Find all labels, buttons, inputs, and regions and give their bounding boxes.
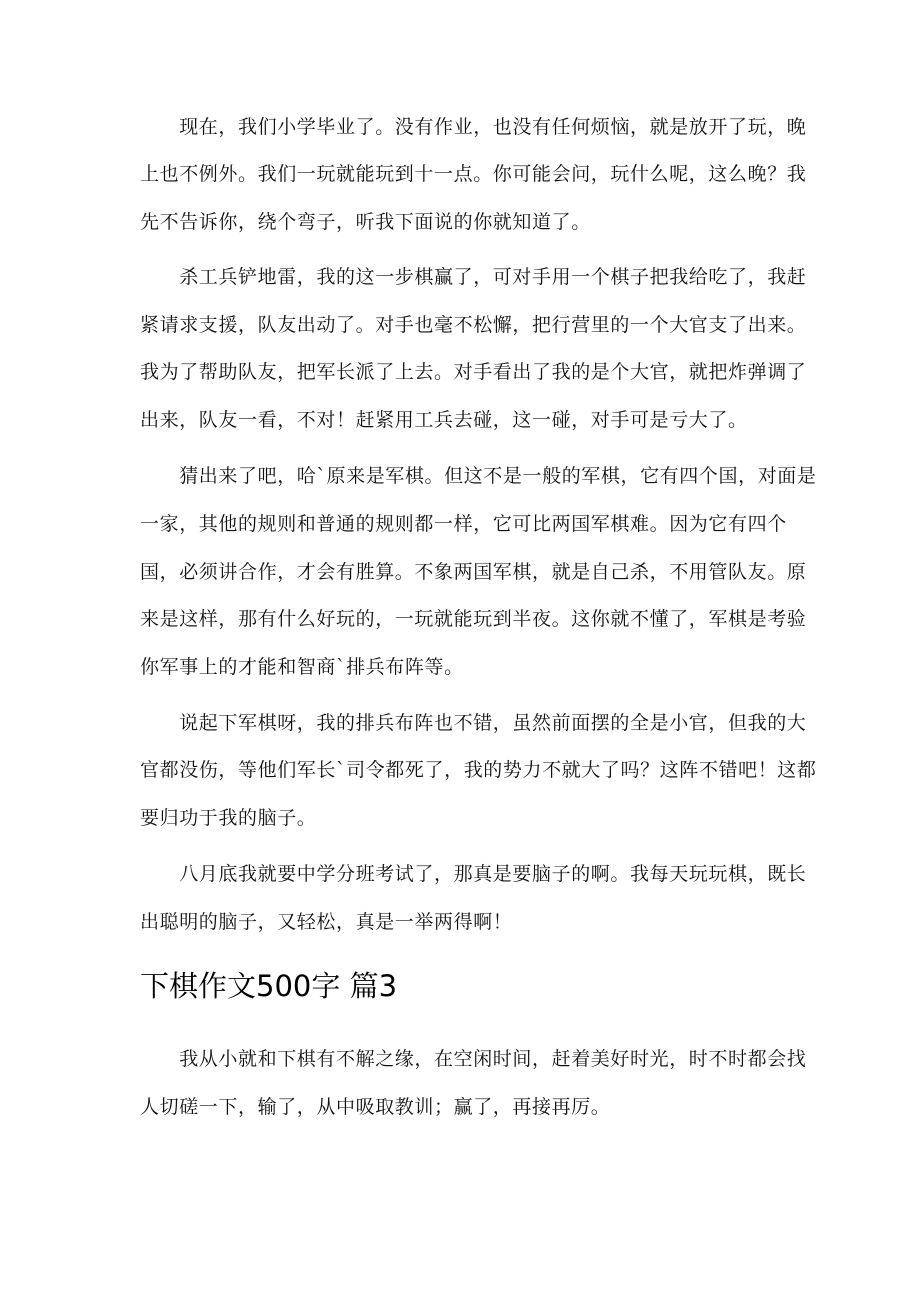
paragraph-3-line-2: 一家，其他的规则和普通的规则都一样，它可比两国军棋难。因为它有四个 — [140, 513, 787, 535]
paragraph-1-line-1: 现在，我们小学毕业了。没有作业，也没有任何烦恼，就是放开了玩，晚 — [140, 116, 807, 138]
paragraph-3-line-5: 你军事上的才能和智商`排兵布阵等。 — [140, 656, 464, 678]
paragraph-5-line-1: 八月底我就要中学分班考试了，那真是要脑子的啊。我每天玩玩棋，既长 — [140, 863, 807, 885]
paragraph-3-line-1: 猜出来了吧，哈`原来是军棋。但这不是一般的军棋，它有四个国，对面是 — [140, 465, 817, 487]
section-paragraph-1-line-1: 我从小就和下棋有不解之缘，在空闲时间，赶着美好时光，时不时都会找 — [140, 1048, 807, 1070]
paragraph-3-line-4: 来是这样，那有什么好玩的，一玩就能玩到半夜。这你就不懂了，军棋是考验 — [140, 608, 807, 630]
paragraph-1-line-3: 先不告诉你，绕个弯子，听我下面说的你就知道了。 — [140, 211, 591, 233]
paragraph-5-line-2: 出聪明的脑子，又轻松，真是一举两得啊！ — [140, 911, 513, 933]
paragraph-4-line-2: 官都没伤，等他们军长`司令都死了，我的势力不就大了吗？这阵不错吧！这都 — [140, 759, 817, 781]
section-paragraph-1-line-2: 人切磋一下，输了，从中吸取教训；赢了，再接再厉。 — [140, 1096, 611, 1118]
paragraph-4-line-1: 说起下军棋呀，我的排兵布阵也不错，虽然前面摆的全是小官，但我的大 — [140, 712, 807, 734]
paragraph-3-line-3: 国，必须讲合作，才会有胜算。不象两国军棋，就是自己杀，不用管队友。原 — [140, 561, 807, 583]
section-heading: 下棋作文500字 篇3 — [140, 969, 398, 1003]
paragraph-4-line-3: 要归功于我的脑子。 — [140, 807, 317, 829]
paragraph-2-line-1: 杀工兵铲地雷，我的这一步棋赢了，可对手用一个棋子把我给吃了，我赶 — [140, 266, 807, 288]
paragraph-2-line-3: 我为了帮助队友，把军长派了上去。对手看出了我的是个大官，就把炸弹调了 — [140, 361, 807, 383]
paragraph-2-line-2: 紧请求支援，队友出动了。对手也毫不松懈，把行营里的一个大官支了出来。 — [140, 314, 807, 336]
paragraph-2-line-4: 出来，队友一看，不对！赶紧用工兵去碰，这一碰，对手可是亏大了。 — [140, 409, 748, 431]
paragraph-1-line-2: 上也不例外。我们一玩就能玩到十一点。你可能会问，玩什么呢，这么晚？我 — [140, 163, 807, 185]
